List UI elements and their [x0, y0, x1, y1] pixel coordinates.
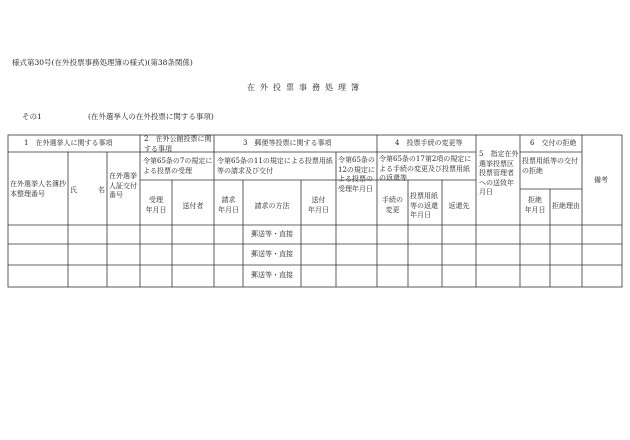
section-2-rule: 令第65条の7の規定による投票の受理 — [143, 157, 213, 175]
remarks-header: 備考 — [594, 176, 608, 184]
section-5-header: 5 指定在外選挙投票区投票管理者への送致年月日 — [479, 150, 519, 196]
request-date-ymd: 年月日 — [218, 205, 239, 214]
name-header-surname: 氏 — [70, 186, 77, 194]
certificate-number-header: 在外選挙人証交付番号 — [109, 172, 137, 199]
rejection-date-header — [520, 196, 550, 215]
procedure-change-label: 手続の — [382, 196, 403, 204]
rejection-date-ymd: 年月日 — [524, 205, 546, 214]
form-reference: 様式第30号(在外投票事務処理簿の様式)(第38条関係) — [12, 58, 193, 67]
send-date-header — [301, 196, 336, 215]
part-description: (在外選挙人の在外投票に関する事項) — [88, 112, 214, 121]
section-2-header: 2 在外公館投票に関する事項 — [144, 135, 212, 153]
registry-number-header: 在外選挙人名簿抄本整理番号 — [10, 180, 66, 198]
return-destination-header: 返還先 — [448, 202, 470, 210]
name-header-given: 名 — [98, 186, 105, 194]
return-date-header: 投票用紙等の返還年月日 — [410, 192, 438, 219]
rejection-date-label: 拒絶 — [528, 196, 542, 204]
rejection-reason-header: 拒絶理由 — [552, 202, 580, 210]
section-3-rule: 令第65条の11の規定による投票用紙等の請求及び交付 — [217, 157, 333, 175]
send-date-label: 送付 — [311, 196, 326, 204]
send-date-ymd: 年月日 — [308, 205, 329, 214]
name-header — [70, 186, 105, 196]
sender-header: 送付者 — [182, 202, 204, 210]
procedure-change-label-2: 変更 — [385, 205, 400, 214]
section-4-header: 4 投票手続の変更等 — [395, 139, 463, 147]
section-4-rule: 令第65条の17第2項の規定による手続の変更及び投票用紙の返還等 — [379, 155, 472, 182]
request-method-cell: 郵送等・直接 — [251, 230, 293, 238]
request-date-header — [214, 196, 243, 215]
receipt-date-label: 受理 — [149, 196, 163, 204]
receipt-date-header — [140, 196, 172, 215]
section-3-header: 3 郵便等投票に関する事項 — [243, 139, 332, 147]
section-6-rule: 投票用紙等の交付の拒絶 — [522, 157, 578, 175]
section-3-receipt-date: 令第65条の12の規定による投票の受理年月日 — [338, 156, 375, 193]
request-method-cell: 郵送等・直接 — [251, 250, 293, 258]
request-method-cell: 郵送等・直接 — [251, 271, 293, 279]
procedure-change-header — [377, 196, 408, 215]
section-1-header: 1 在外選挙人に関する事項 — [24, 139, 113, 147]
page-title: 在外投票事務処理簿 — [247, 83, 364, 92]
section-6-header: 6 交付の拒絶 — [530, 139, 577, 147]
receipt-date-ymd: 年月日 — [145, 205, 167, 214]
request-date-label: 請求 — [221, 196, 236, 204]
part-label: その1 — [22, 112, 42, 121]
request-method-header: 請求の方法 — [254, 202, 290, 210]
